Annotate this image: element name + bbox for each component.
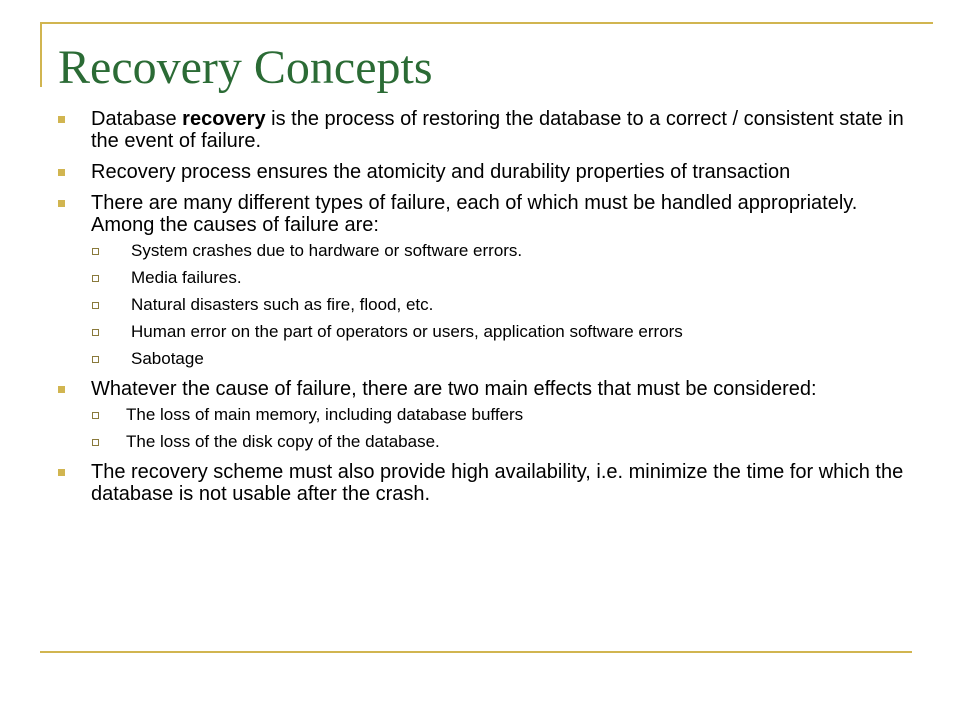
sub-bullet-item: [91, 267, 918, 288]
sub-bullet-text: Sabotage: [131, 349, 204, 368]
sub-bullet-item: [91, 404, 918, 425]
square-bullet-icon: [58, 386, 65, 393]
hollow-square-bullet-icon: [92, 248, 99, 255]
slide-title: Recovery Concepts: [58, 41, 433, 94]
hollow-square-bullet-icon: [92, 275, 99, 282]
bullet-item: [58, 461, 918, 505]
left-rule: [40, 22, 42, 87]
square-bullet-icon: [58, 200, 65, 207]
sub-bullet-text: The loss of main memory, including database buffers: [126, 405, 524, 424]
sub-bullet-text: Human error on the part of operators or users, application software errors: [131, 322, 683, 341]
sub-bullet-item: [91, 240, 918, 261]
hollow-square-bullet-icon: [92, 329, 99, 336]
bullet-text: Recovery process ensures the atomicity and durability properties of transaction: [91, 161, 791, 183]
square-bullet-icon: [58, 116, 65, 123]
sub-bullet-text: Natural disasters such as fire, flood, etc.: [131, 295, 434, 314]
bullet-text-prefix: Database: [91, 108, 183, 130]
bullet-item: [58, 192, 918, 369]
sub-bullet-item: [91, 431, 918, 452]
sub-bullet-list: [91, 240, 918, 369]
bullet-item: [58, 161, 918, 183]
sub-bullet-text: The loss of the disk copy of the database.: [126, 432, 440, 451]
square-bullet-icon: [58, 169, 65, 176]
hollow-square-bullet-icon: [92, 439, 99, 446]
bullet-text: There are many different types of failure, each of which must be handled appropriately. Among the causes of failure are:: [91, 192, 858, 236]
sub-bullet-item: [91, 321, 918, 342]
hollow-square-bullet-icon: [92, 356, 99, 363]
sub-bullet-text: System crashes due to hardware or software errors.: [131, 241, 523, 260]
bullet-item: [58, 108, 918, 152]
bullet-text: The recovery scheme must also provide high availability, i.e. minimize the time for which the database is not usable after the crash.: [91, 461, 904, 505]
bottom-rule: [40, 651, 912, 653]
bullet-text: Whatever the cause of failure, there are two main effects that must be considered:: [91, 378, 817, 400]
bold-term: recovery: [182, 108, 266, 130]
sub-bullet-item: [91, 348, 918, 369]
bullet-text-suffix: is the process of restoring the database to a correct / consistent state in the event of failure.: [91, 108, 904, 152]
bullet-list: [58, 108, 918, 514]
sub-bullet-text: Media failures.: [131, 268, 242, 287]
sub-bullet-item: [91, 294, 918, 315]
hollow-square-bullet-icon: [92, 302, 99, 309]
bullet-item: [58, 378, 918, 452]
square-bullet-icon: [58, 469, 65, 476]
sub-bullet-list: [91, 404, 918, 452]
hollow-square-bullet-icon: [92, 412, 99, 419]
top-rule: [40, 22, 933, 24]
